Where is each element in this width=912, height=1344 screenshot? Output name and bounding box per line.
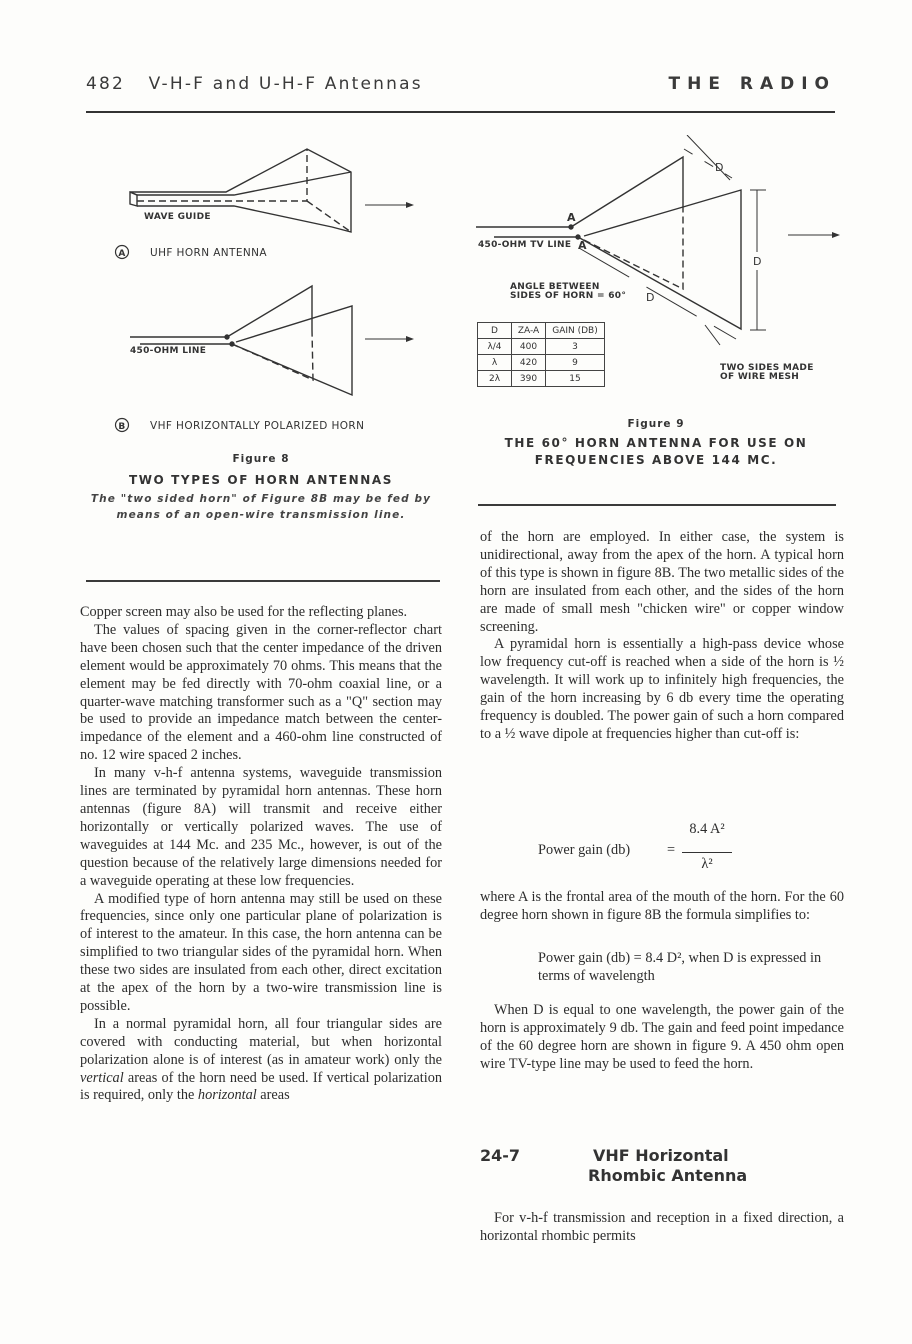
left-column-text (80, 604, 442, 1105)
table-cell: 400 (512, 339, 546, 355)
figure-8a-caption: UHF HORN ANTENNA (150, 247, 267, 259)
formula-text: Power gain (db) = 8.4 D², when D is expressed in terms of wavelength (538, 950, 822, 984)
upper-triangle (227, 286, 312, 337)
point-a-bottom: A (578, 239, 587, 252)
page-number: 482 (86, 74, 126, 94)
text-run: areas (256, 1087, 290, 1104)
table-header-row (478, 323, 605, 339)
lower-side (578, 190, 741, 329)
mesh-label-1: TWO SIDES MADE (720, 363, 814, 373)
formula-simplified (538, 950, 844, 986)
figure-8-caption (86, 453, 436, 523)
paragraph: When D is equal to one wavelength, the power gain of the horn is approximately 9 db. The gain and feed point impedance of the 60 degree horn are shown in figure 9. A 450 ohm open wire TV-type line may be used to feed the horn. (480, 1002, 844, 1072)
point-a-top: A (567, 211, 576, 224)
section-title-1: VHF Horizontal (593, 1146, 729, 1165)
table-header: GAIN (DB) (546, 323, 605, 339)
dim-d-right: D (753, 255, 762, 268)
paragraph (80, 1016, 442, 1106)
figure-8-description: The "two sided horn" of Figure 8B may be fed by means of an open-wire transmission line. (90, 493, 432, 521)
section-number: 24-7 (480, 1146, 521, 1165)
paragraph: of the horn are employed. In either case, the system is unidirectional, away from the apex of the horn. A typical horn of this type is shown in figure 8B. The two metallic sides of the horn are insulated from each other, and the sides of the horn are made of small mesh "chicken wire" or copper window screening. (480, 529, 844, 635)
book-title: THE RADIO (668, 74, 836, 94)
figure-8a-diagram (100, 135, 440, 265)
running-title: V-H-F and U-H-F Antennas (148, 74, 423, 94)
figure-9-caption (476, 418, 836, 469)
left-column-rule (86, 580, 440, 582)
formula-numerator: 8.4 A² (689, 821, 725, 837)
dim-d-top: D (715, 161, 724, 174)
table-cell: 420 (512, 355, 546, 371)
paragraph: where A is the frontal area of the mouth of the horn. For the 60 degree horn shown in figure 8B the formula simplifies to: (480, 889, 844, 923)
table-row (478, 371, 605, 387)
formula-equals: = (667, 842, 676, 858)
section-title-2: Rhombic Antenna (588, 1166, 748, 1185)
table-header: D (478, 323, 512, 339)
table-row (478, 355, 605, 371)
figure-8-title: TWO TYPES OF HORN ANTENNAS (128, 473, 394, 487)
paragraph: In many v-h-f antenna systems, waveguide transmission lines are terminated by pyramidal horn antennas. These horn antennas (figure 8A) will transmit and receive either horizontally or vertically polarized waves. The use of waveguides at 144 Mc. and 235 Mc., however, is out of the question because of the relatively large dimensions needed for a waveguide operating at these low frequencies. (80, 765, 442, 889)
text-run: In a normal pyramidal horn, all four triangular sides are covered with conducting material, but when horizontal polarization alone is of interest (as in amateur work) only the (80, 1015, 442, 1068)
running-header-left (86, 74, 423, 94)
badge-b: B (118, 422, 126, 432)
right-column-text-3 (480, 1002, 844, 1074)
paragraph: A modified type of horn antenna may still be used on these frequencies, since only one particular plane of polarization is of interest to the amateur. In this case, the horn antenna can be simplified to two triangular sides of the pyramidal horn. When these two sides are insulated from each other, direct excitation at the apex of the horn by a two-wire transmission line is possible. (80, 890, 442, 1014)
table-cell: λ/4 (478, 339, 512, 355)
header-rule (86, 111, 835, 113)
right-column-text-2 (480, 889, 844, 925)
angle-label-2: SIDES OF HORN = 60° (510, 291, 627, 301)
gain-table (477, 322, 605, 387)
upper-side (571, 157, 683, 227)
fraction-bar (682, 852, 732, 853)
figure-9-label: Figure 9 (627, 418, 685, 430)
paragraph: For v-h-f transmission and reception in a fixed direction, a horizontal rhombic permits (480, 1210, 844, 1244)
dim-d-bottom: D (646, 291, 655, 304)
tv-line-label: 450-OHM TV LINE (478, 240, 572, 250)
table-cell: 15 (546, 371, 605, 387)
figure-8-label: Figure 8 (232, 453, 290, 465)
figure-9-title-2: FREQUENCIES ABOVE 144 MC. (534, 453, 778, 467)
badge-a: A (118, 249, 126, 259)
right-column-text-4 (480, 1210, 844, 1246)
lower-triangle (232, 306, 352, 395)
table-cell: λ (478, 355, 512, 371)
figure-8b-caption: VHF HORIZONTALLY POLARIZED HORN (150, 420, 365, 432)
figure-9-title-1: THE 60° HORN ANTENNA FOR USE ON (504, 436, 808, 450)
table-cell: 2λ (478, 371, 512, 387)
text-run: areas of the horn need be used. If vertical polarization is required, only the (80, 1069, 442, 1104)
right-column-rule (478, 504, 836, 506)
paragraph: A pyramidal horn is essentially a high-pass device whose low frequency cut-off is reached when a side of the horn is ½ wavelength. It will work up to infinitely high frequencies, the gain of the horn increasing by 6 db every time the operating frequency is doubled. The power gain of such a horn compared to a ½ wave dipole at frequencies higher than cut-off is: (480, 636, 844, 742)
emphasis-horizontal: horizontal (197, 1087, 257, 1104)
paragraph: The values of spacing given in the corner-reflector chart have been chosen such that the center impedance of the driven element would be approximately 70 ohms. This means that the element may be fed directly with 70-ohm coaxial line, or a quarter-wave matching transformer such as a "Q" section may be used to provide an impedance match between the center-impedance of the element and a 460-ohm line constructed of no. 12 wire spaced 2 inches. (80, 621, 442, 764)
table-cell: 390 (512, 371, 546, 387)
table-header: ZA-A (512, 323, 546, 339)
paragraph: Copper screen may also be used for the reflecting planes. (80, 604, 408, 620)
table-row (478, 339, 605, 355)
right-column-text (480, 529, 844, 744)
line-label: 450-OHM LINE (130, 346, 207, 356)
waveguide-label: WAVE GUIDE (144, 212, 211, 222)
emphasis-vertical: vertical (80, 1069, 124, 1086)
formula-denominator: λ² (701, 856, 713, 872)
mesh-label-2: OF WIRE MESH (720, 372, 800, 382)
figure-8b-diagram (100, 280, 440, 440)
table-cell: 3 (546, 339, 605, 355)
formula-lhs: Power gain (db) (538, 842, 631, 858)
angle-label-1: ANGLE BETWEEN (510, 282, 600, 292)
table-cell: 9 (546, 355, 605, 371)
